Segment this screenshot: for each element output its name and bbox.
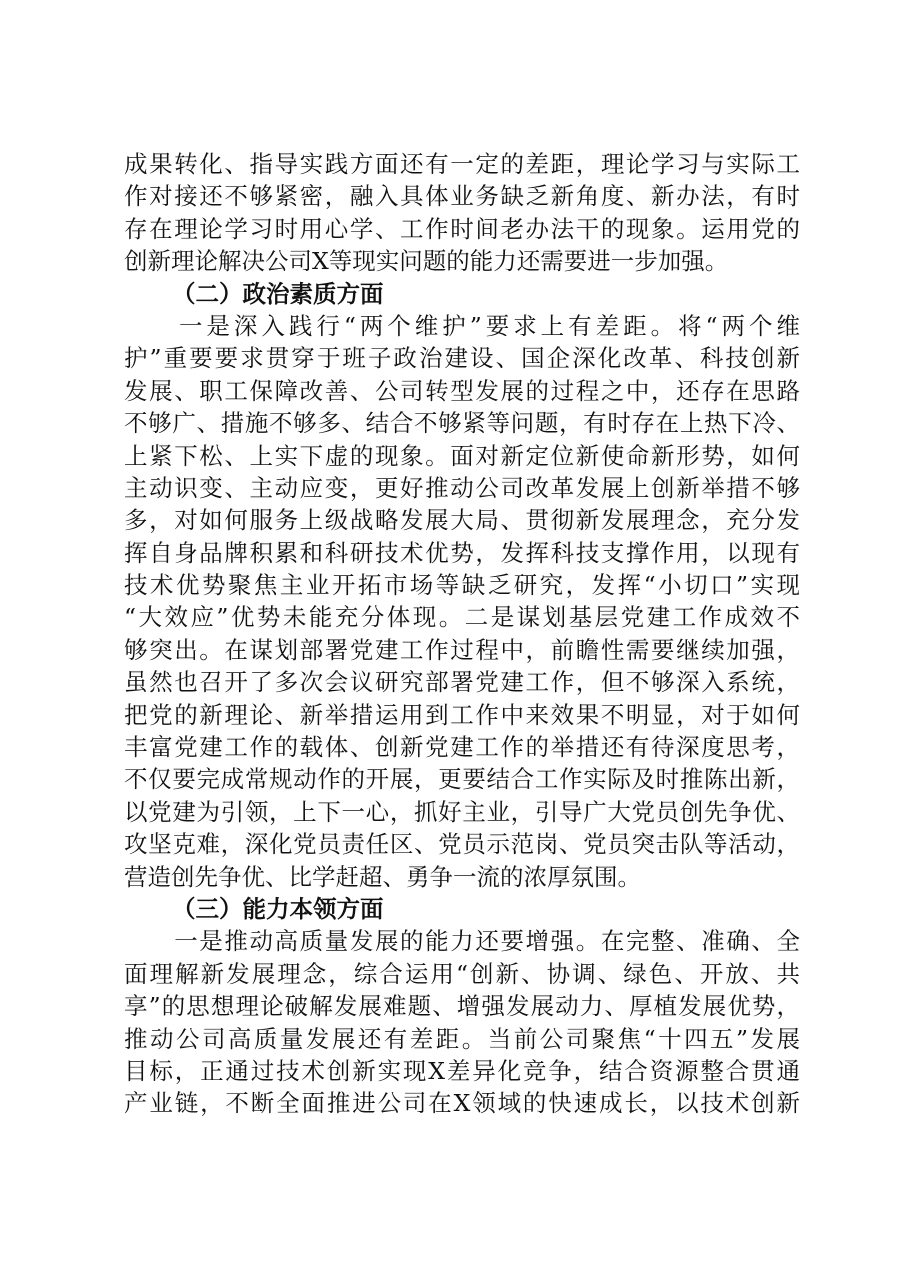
text-line: 虽然也召开了多次会议研究部署党建工作，但不够深入系统， [124, 668, 800, 697]
text-line: 不仅要完成常规动作的开展，更要结合工作实际及时推陈出新， [124, 765, 800, 794]
text-line: 够突出。在谋划部署党建工作过程中，前瞻性需要继续加强， [124, 635, 800, 664]
text-line: 一是深入践行“两个维护”要求上有差距。将“两个维 [124, 311, 800, 340]
document-page [124, 148, 800, 1120]
text-line: 攻坚克难，深化党员责任区、党员示范岗、党员突击队等活动， [124, 830, 800, 859]
text-line: 面理解新发展理念，综合运用“创新、协调、绿色、开放、共 [124, 959, 800, 988]
text-line: 作对接还不够紧密，融入具体业务缺乏新角度、新办法，有时 [124, 182, 800, 211]
text-line: 主动识变、主动应变，更好推动公司改革发展上创新举措不够 [124, 473, 800, 502]
text-line: 不够广、措施不够多、结合不够紧等问题，有时存在上热下冷、 [124, 409, 800, 438]
text-line: “大效应”优势未能充分体现。二是谋划基层党建工作成效不 [124, 603, 800, 632]
text-line: 一是推动高质量发展的能力还要增强。在完整、准确、全 [124, 927, 800, 956]
text-line: 推动公司高质量发展还有差距。当前公司聚焦“十四五”发展 [124, 1024, 800, 1053]
text-line: 享”的思想理论破解发展难题、增强发展动力、厚植发展优势， [124, 992, 800, 1021]
text-line: 发展、职工保障改善、公司转型发展的过程之中，还存在思路 [124, 376, 800, 405]
section-heading: （二）政治素质方面 [172, 279, 384, 308]
text-line: 挥自身品牌积累和科研技术优势，发挥科技支撑作用，以现有 [124, 538, 800, 567]
text-line: 护”重要要求贯穿于班子政治建设、国企深化改革、科技创新 [124, 344, 800, 373]
text-line: 上紧下松、上实下虚的现象。面对新定位新使命新形势，如何 [124, 441, 800, 470]
text-line: 目标，正通过技术创新实现X差异化竞争，结合资源整合贯通 [124, 1056, 800, 1085]
text-line: 把党的新理论、新举措运用到工作中来效果不明显，对于如何 [124, 700, 800, 729]
text-line: 成果转化、指导实践方面还有一定的差距，理论学习与实际工 [124, 150, 800, 178]
text-line: 产业链，不断全面推进公司在X领域的快速成长，以技术创新 [124, 1089, 800, 1118]
text-line: 技术优势聚焦主业开拓市场等缺乏研究，发挥“小切口”实现 [124, 571, 800, 600]
text-line: 以党建为引领，上下一心，抓好主业，引导广大党员创先争优、 [124, 797, 800, 826]
text-line: 多，对如何服务上级战略发展大局、贯彻新发展理念，充分发 [124, 506, 800, 535]
text-line: 丰富党建工作的载体、创新党建工作的举措还有待深度思考， [124, 733, 800, 762]
text-line: 存在理论学习时用心学、工作时间老办法干的现象。运用党的 [124, 214, 800, 243]
text-line: 创新理论解决公司X等现实问题的能力还需要进一步加强。 [124, 247, 729, 276]
text-line: 营造创先争优、比学赶超、勇争一流的浓厚氛围。 [124, 862, 641, 891]
section-heading: （三）能力本领方面 [172, 894, 384, 923]
